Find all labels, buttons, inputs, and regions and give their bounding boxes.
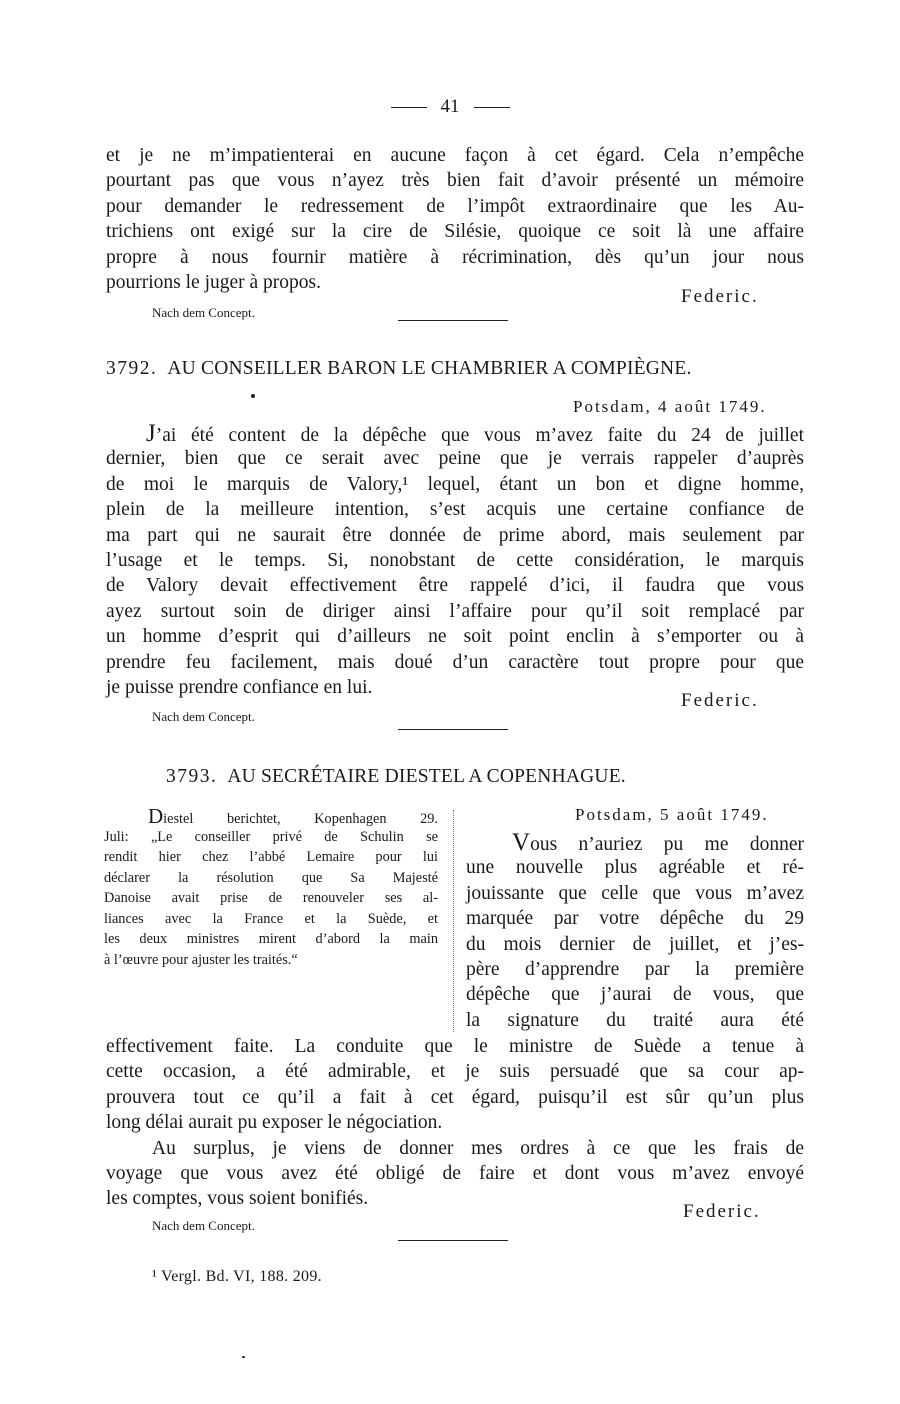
letter-3792-line: je puisse prendre confiance en lui. [106, 676, 373, 698]
column-line: père d’apprendre par la première [466, 958, 804, 980]
letter-3792-line: de Valory devait effectivement être rappelé d’ici, il faudra que vous [106, 575, 804, 597]
letter-3792-first-line [106, 421, 804, 446]
summary-dropcap: D [148, 804, 164, 828]
letter-3792-line-text: ’ai été content de la dépêche que vous m’avez faite du 24 de juillet [155, 425, 804, 446]
intro-signature: Federic. [681, 286, 759, 307]
page-number-dash-right [474, 107, 510, 108]
letter-3793-line: effectivement faite. La conduite que le ministre de Suède a tenue à [106, 1036, 804, 1057]
letter-3792-source-note: Nach dem Concept. [152, 709, 255, 724]
letter-3792-signature: Federic. [681, 690, 759, 711]
summary-line: rendit hier chez l’abbé Lemaire pour lui [104, 849, 438, 865]
column-line: jouissante que celle que vous m’avez [466, 882, 804, 904]
letter-3793-summary [104, 806, 438, 970]
intro-line: propre à nous fournir matière à récrimination, dès qu’un jour nous [106, 246, 804, 268]
letter-3793-dateline: Potsdam, 5 août 1749. [575, 805, 769, 824]
letter-3792-heading [106, 358, 692, 380]
page-number-dash-left [391, 107, 427, 108]
letter-3792-line: plein de la meilleure intention, s’est acquis une certaine confiance de [106, 499, 804, 521]
letter-3793-signature: Federic. [683, 1201, 761, 1222]
column-line-text: ous n’auriez pu me donner [530, 834, 804, 855]
section-rule [398, 729, 508, 730]
column-line: du mois dernier de juillet, et j’es- [466, 933, 804, 955]
intro-line: pourrions le juger à propos. [106, 271, 321, 293]
letter-3792-dropcap: J [146, 420, 156, 447]
intro-line: pourtant pas que vous n’ayez très bien fait d’avoir présenté un mémoire [106, 170, 804, 192]
summary-line: déclarer la résolution que Sa Majesté [104, 869, 438, 886]
letter-3792-dateline: Potsdam, 4 août 1749. [573, 397, 767, 416]
letter-3793-line: Au surplus, je viens de donner mes ordres à ce que les frais de [152, 1137, 804, 1159]
letter-3793-line: prouvera tout ce qu’il a fait à cet égard, puisqu’il est sûr qu’un plus [106, 1086, 804, 1108]
letter-3793-source-note: Nach dem Concept. [152, 1218, 255, 1233]
letter-3792-line: de moi le marquis de Valory,¹ lequel, étant un bon et digne homme, [106, 473, 804, 495]
letter-3793-line: long délai aurait pu exposer le négociation. [106, 1112, 443, 1134]
column-first-line [466, 830, 804, 855]
letter-3793-line: cette occasion, a été admirable, et je suis persuadé que sa cour ap- [106, 1061, 804, 1083]
intro-paragraph [106, 143, 804, 295]
letter-3793-body [106, 1034, 804, 1212]
column-line: dépêche que j’aurai de vous, que [466, 984, 804, 1006]
letter-3793-heading [166, 766, 626, 788]
letter-3793-title: AU SECRÉTAIRE DIESTEL A COPENHAGUE. [227, 766, 626, 787]
letter-3793-number: 3793. [166, 766, 218, 787]
letter-3792-line: prendre feu facilement, mais doué d’un caractère tout propre pour que [106, 651, 804, 673]
letter-3792-line: dernier, bien que ce serait avec peine que je verrais rappeler d’auprès [106, 448, 804, 470]
summary-line: Juli: „Le conseiller privé de Schulin se [104, 828, 438, 845]
letter-3792-line: ayez surtout soin de diriger ainsi l’affaire pour qu’il soit remplacé par [106, 600, 804, 622]
summary-first-line [104, 806, 438, 827]
footnote: ¹ Vergl. Bd. VI, 188. 209. [152, 1268, 322, 1285]
summary-line: Danoise avait prise de renouveler ses al- [104, 890, 438, 906]
letter-3793-dropcap: V [512, 829, 531, 856]
summary-line: les deux ministres mirent d’abord la main [104, 931, 438, 947]
column-line: la signature du traité aura été [466, 1009, 804, 1031]
intro-line: trichiens ont exigé sur la cire de Silésie, quoique ce soit là une affaire [106, 221, 804, 243]
summary-line: à l’œuvre pour ajuster les traités.“ [104, 951, 298, 968]
letter-3792-line: l’usage et le temps. Si, nonobstant de cette considération, le marquis [106, 549, 804, 571]
section-rule [398, 320, 508, 321]
letter-3793-column-text [466, 830, 804, 1033]
letter-3793-line: les comptes, vous soient bonifiés. [106, 1188, 369, 1210]
column-line: une nouvelle plus agréable et ré- [466, 857, 804, 879]
letter-3792-body [106, 421, 804, 700]
page-number-line [0, 96, 900, 118]
intro-line: pour demander le redressement de l’impôt extraordinaire que les Au- [106, 195, 804, 217]
letter-3792-number: 3792. [106, 358, 158, 379]
letter-3792-title: AU CONSEILLER BARON LE CHAMBRIER A COMPIÈGNE. [167, 358, 692, 379]
column-line: marquée par votre dépêche du 29 [466, 908, 804, 930]
summary-line-text: iestel berichtet, Kopenhagen 29. [163, 811, 438, 827]
letter-3792-line: ma part qui ne saurait être donnée de prime abord, mais seulement par [106, 524, 804, 546]
letter-3793-line: voyage que vous avez été obligé de faire et dont vous m’avez envoyé [106, 1162, 804, 1184]
page-number: 41 [440, 96, 460, 117]
summary-line: liances avec la France et la Suède, et [104, 910, 438, 927]
letter-3792-line: un homme d’esprit qui d’ailleurs ne soit point enclin à s’emporter ou à [106, 626, 804, 648]
section-rule [398, 1240, 508, 1241]
intro-source-note: Nach dem Concept. [152, 305, 255, 320]
column-divider [453, 810, 454, 1032]
ink-speck [242, 1356, 245, 1358]
intro-line: et je ne m’impatienterai en aucune façon à cet égard. Cela n’empêche [106, 145, 804, 166]
ink-speck [251, 394, 255, 398]
